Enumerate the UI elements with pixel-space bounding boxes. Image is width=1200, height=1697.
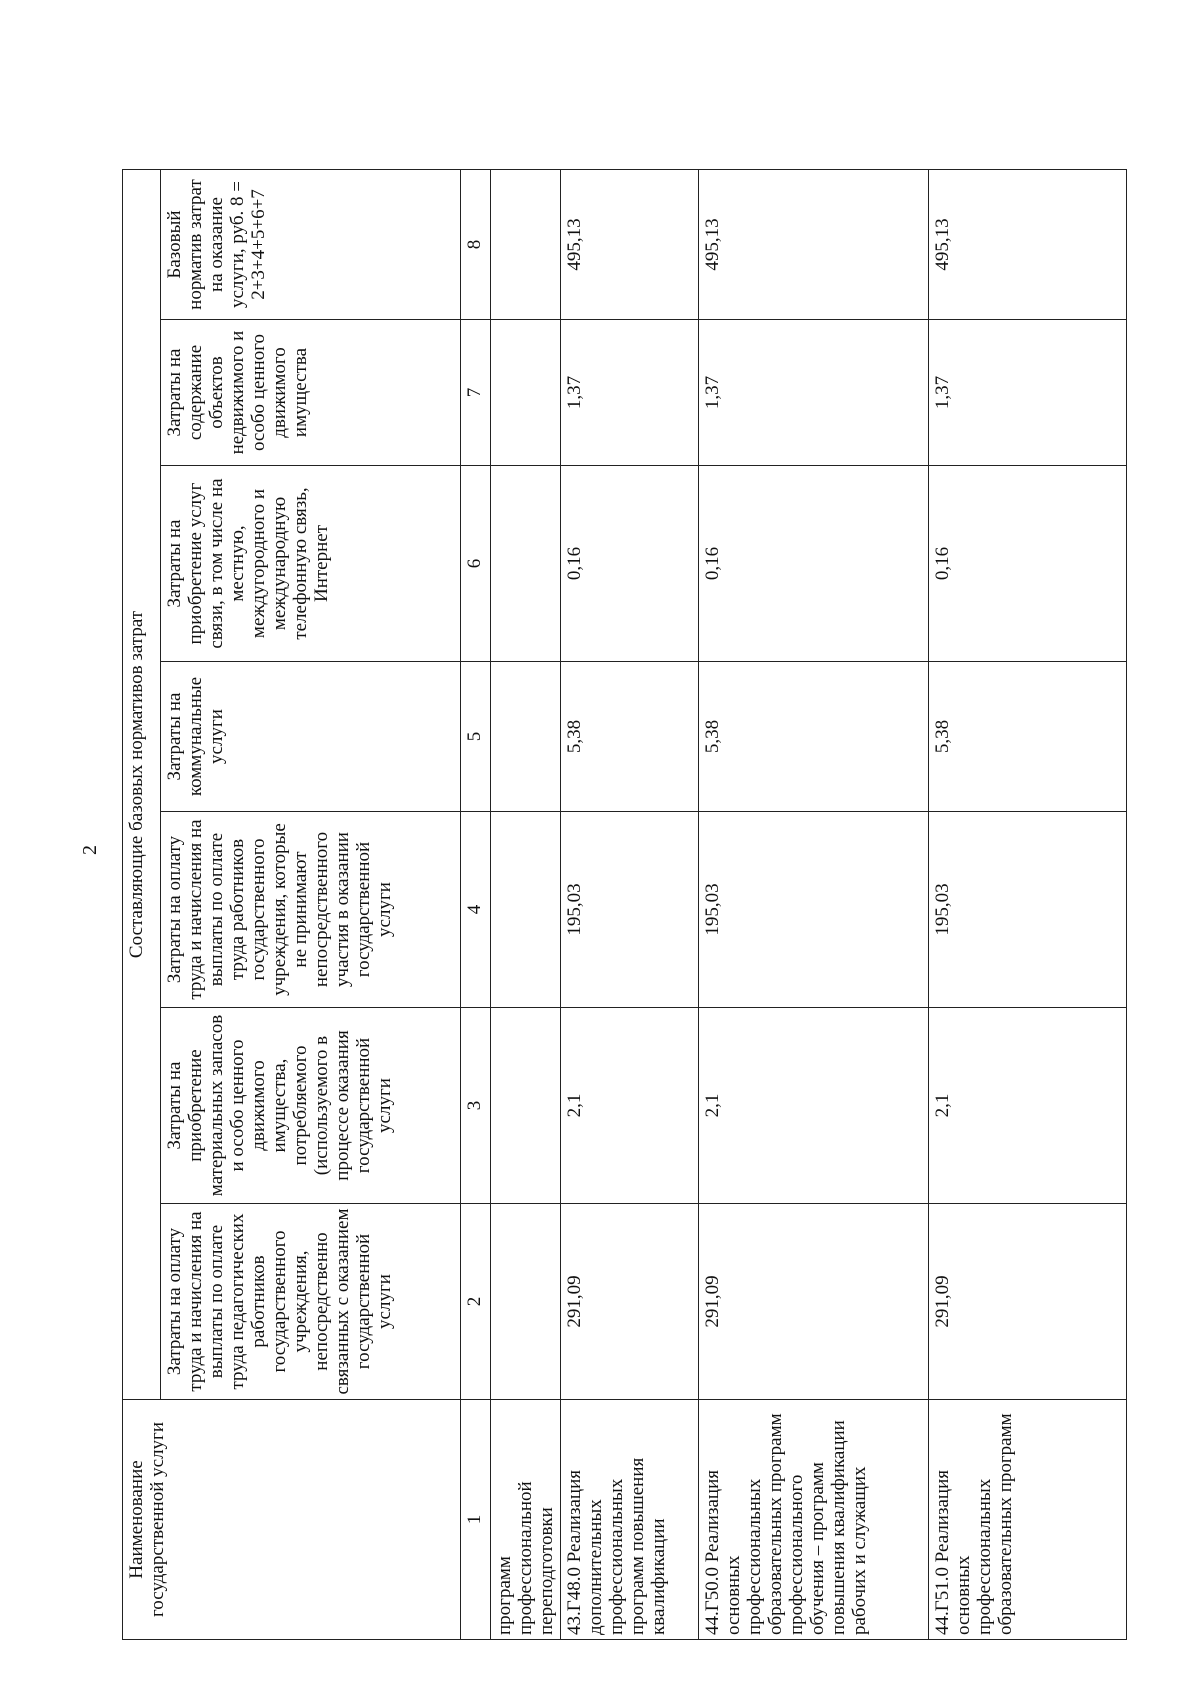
service-name-cell: 43.Г48.0 Реализация дополнительных профессиональных программ повышения квалификации	[561, 1400, 699, 1640]
value-cell: 495,13	[929, 170, 1127, 320]
value-cell: 5,38	[561, 662, 699, 812]
value-cell: 1,37	[561, 320, 699, 466]
value-cell	[491, 170, 561, 320]
page-number: 2	[79, 845, 101, 855]
header-service-name: Наименование государственной услуги	[123, 1400, 461, 1640]
table-row	[491, 170, 561, 1640]
value-cell: 5,38	[699, 662, 929, 812]
header-col-7: Затраты на содержание объектов недвижимого и особо ценного движимого имущества	[161, 320, 461, 466]
table-row	[929, 170, 1127, 1640]
value-cell: 5,38	[929, 662, 1127, 812]
value-cell: 195,03	[561, 812, 699, 1008]
table-row	[561, 170, 699, 1640]
column-number: 5	[461, 662, 491, 812]
value-cell	[491, 812, 561, 1008]
column-number: 7	[461, 320, 491, 466]
value-cell: 1,37	[929, 320, 1127, 466]
value-cell: 0,16	[561, 466, 699, 662]
column-number: 6	[461, 466, 491, 662]
value-cell	[491, 662, 561, 812]
value-cell: 0,16	[699, 466, 929, 662]
value-cell: 291,09	[699, 1204, 929, 1400]
service-name-cell: 44.Г50.0 Реализация основных профессиональных образовательных программ профессионального обучения – программ повышения квалификации рабочих и служащих	[699, 1400, 929, 1640]
header-cost-components: Составляющие базовых нормативов затрат	[123, 170, 161, 1400]
value-cell: 0,16	[929, 466, 1127, 662]
value-cell: 195,03	[929, 812, 1127, 1008]
service-name-cell: 44.Г51.0 Реализация основных профессиональных образовательных программ	[929, 1400, 1127, 1640]
header-col-2: Затраты на оплату труда и начисления на выплаты по оплате труда педагогических работников государственного учреждения, непосредственно связанных с оказанием государственной услуги	[161, 1204, 461, 1400]
rotated-table-sheet	[122, 170, 1122, 1640]
value-cell	[491, 1204, 561, 1400]
header-col-3: Затраты на приобретение материальных запасов и особо ценного движимого имущества, потребляемого (используемого в процессе оказания государственной услуги	[161, 1008, 461, 1204]
column-number: 4	[461, 812, 491, 1008]
value-cell: 2,1	[561, 1008, 699, 1204]
column-number-row	[461, 170, 491, 1640]
header-col-5: Затраты на коммунальные услуги	[161, 662, 461, 812]
value-cell: 195,03	[699, 812, 929, 1008]
value-cell: 495,13	[699, 170, 929, 320]
value-cell: 1,37	[699, 320, 929, 466]
header-row-group	[123, 170, 161, 1640]
column-number: 8	[461, 170, 491, 320]
value-cell	[491, 1008, 561, 1204]
column-number: 1	[461, 1400, 491, 1640]
column-number: 2	[461, 1204, 491, 1400]
service-name-cell: программ профессиональной переподготовки	[491, 1400, 561, 1640]
table-row	[699, 170, 929, 1640]
header-col-8: Базовый норматив затрат на оказание услуги, руб. 8 = 2+3+4+5+6+7	[161, 170, 461, 320]
header-col-6: Затраты на приобретение услуг связи, в том числе на местную, междугородного и международную телефонную связь, Интернет	[161, 466, 461, 662]
header-col-4: Затраты на оплату труда и начисления на выплаты по оплате труда работников государственного учреждения, которые не принимают непосредственного участия в оказании государственной услуги	[161, 812, 461, 1008]
value-cell: 291,09	[561, 1204, 699, 1400]
value-cell: 2,1	[699, 1008, 929, 1204]
value-cell: 291,09	[929, 1204, 1127, 1400]
cost-norms-table	[122, 169, 1127, 1640]
column-number: 3	[461, 1008, 491, 1204]
value-cell: 495,13	[561, 170, 699, 320]
value-cell	[491, 320, 561, 466]
value-cell	[491, 466, 561, 662]
value-cell: 2,1	[929, 1008, 1127, 1204]
